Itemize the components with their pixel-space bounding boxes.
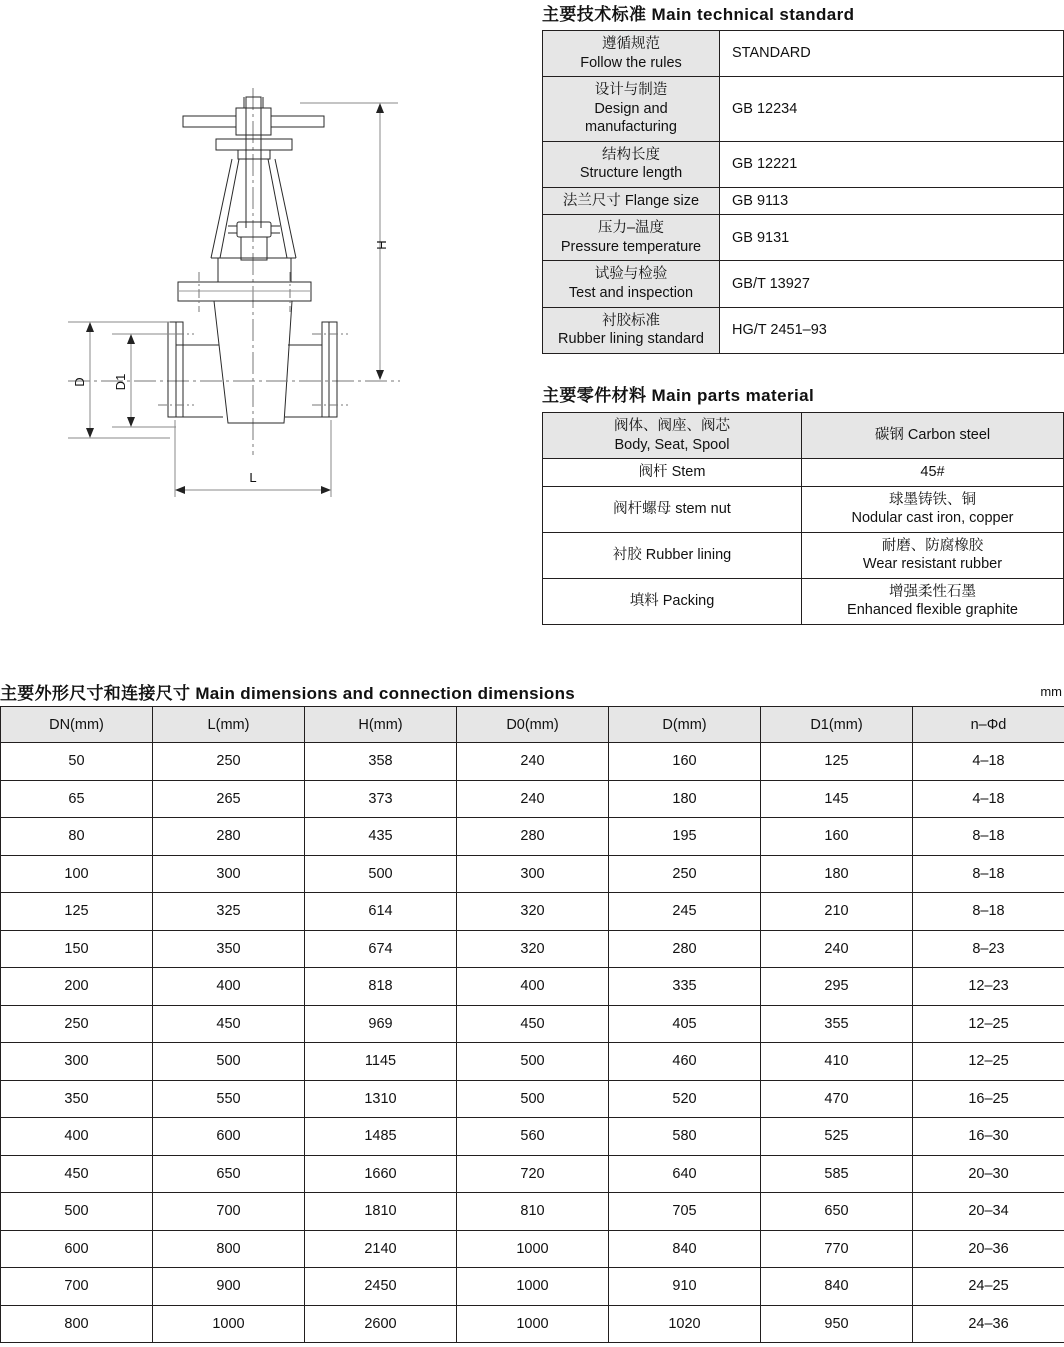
part-material-cn: 球墨铸铁、铜 xyxy=(889,491,976,508)
dimensions-cell: 950 xyxy=(761,1305,913,1343)
dimensions-cell: 700 xyxy=(153,1193,305,1231)
table-row xyxy=(1,1268,1064,1306)
part-material-cn: 耐磨、防腐橡胶 xyxy=(881,537,984,554)
part-material-cn: 碳钢 Carbon steel xyxy=(874,427,991,444)
table-row xyxy=(1,1230,1064,1268)
dimensions-header-row xyxy=(1,707,1064,743)
standard-label-cn: 结构长度 xyxy=(602,146,660,163)
dimensions-column-header: H(mm) xyxy=(305,707,457,743)
dimensions-cell: 4–18 xyxy=(913,743,1064,781)
dimension-label-D1: D1 xyxy=(113,373,128,391)
dimension-label-H: H xyxy=(374,240,389,250)
dimensions-cell: 500 xyxy=(457,1043,609,1081)
dimensions-column-header: D0(mm) xyxy=(457,707,609,743)
dimensions-cell: 1000 xyxy=(153,1305,305,1343)
dimensions-cell: 650 xyxy=(153,1155,305,1193)
standard-value-cell: GB 12221 xyxy=(720,141,1064,187)
dimensions-cell: 560 xyxy=(457,1118,609,1156)
dimensions-cell: 720 xyxy=(457,1155,609,1193)
part-name-cn: 填料 Packing xyxy=(629,593,715,610)
table-row xyxy=(543,459,1064,487)
dimensions-cell: 240 xyxy=(457,780,609,818)
dimensions-cell: 405 xyxy=(609,1005,761,1043)
table-row xyxy=(1,743,1064,781)
technical-standard-title: 主要技术标准 Main technical standard xyxy=(542,5,855,24)
dimensions-cell: 1000 xyxy=(457,1305,609,1343)
dimensions-cell: 840 xyxy=(761,1268,913,1306)
dimensions-cell: 900 xyxy=(153,1268,305,1306)
dimensions-cell: 300 xyxy=(153,855,305,893)
dimensions-cell: 460 xyxy=(609,1043,761,1081)
part-name-cn: 阀体、阀座、阀芯 xyxy=(614,418,730,434)
dimensions-cell: 20–34 xyxy=(913,1193,1064,1231)
part-material-cell xyxy=(802,578,1064,624)
dimensions-cell: 470 xyxy=(761,1080,913,1118)
standard-label-cell xyxy=(543,215,720,261)
dimensions-unit-label: mm xyxy=(1040,684,1062,699)
dimensions-cell: 600 xyxy=(1,1230,153,1268)
dimensions-cell: 12–23 xyxy=(913,968,1064,1006)
table-row xyxy=(1,1080,1064,1118)
dimensions-cell: 250 xyxy=(1,1005,153,1043)
dimensions-cell: 80 xyxy=(1,818,153,856)
standard-label-en: Pressure temperature xyxy=(560,238,702,255)
dimensions-cell: 8–23 xyxy=(913,930,1064,968)
dimensions-cell: 435 xyxy=(305,818,457,856)
dimensions-cell: 500 xyxy=(1,1193,153,1231)
dimensions-cell: 160 xyxy=(609,743,761,781)
table-row xyxy=(1,1155,1064,1193)
parts-material-table xyxy=(542,412,1064,625)
dimensions-cell: 969 xyxy=(305,1005,457,1043)
table-row xyxy=(543,261,1064,307)
dimensions-column-header: n–Φd xyxy=(913,707,1064,743)
standard-label-en: Structure length xyxy=(579,165,683,182)
valve-technical-drawing xyxy=(0,0,530,660)
dimension-label-D: D xyxy=(72,377,87,387)
dimensions-cell: 500 xyxy=(305,855,457,893)
dimensions-cell: 640 xyxy=(609,1155,761,1193)
dimensions-cell: 12–25 xyxy=(913,1005,1064,1043)
standard-label-cell xyxy=(543,31,720,77)
table-row xyxy=(543,215,1064,261)
dimensions-cell: 1310 xyxy=(305,1080,457,1118)
dimensions-cell: 2140 xyxy=(305,1230,457,1268)
dimensions-cell: 4–18 xyxy=(913,780,1064,818)
table-row xyxy=(1,1005,1064,1043)
dimensions-cell: 585 xyxy=(761,1155,913,1193)
table-row xyxy=(543,486,1064,532)
standard-label-en: Design and manufacturing xyxy=(585,100,677,136)
dimensions-cell: 65 xyxy=(1,780,153,818)
part-material-cn: 45# xyxy=(920,464,945,481)
valve-drawing-svg xyxy=(0,0,530,660)
dimensions-cell: 1000 xyxy=(457,1230,609,1268)
part-material-en: Nodular cast iron, copper xyxy=(851,510,1014,527)
technical-standard-table xyxy=(542,30,1064,354)
part-material-cn: 增强柔性石墨 xyxy=(889,583,976,600)
dimensions-cell: 1485 xyxy=(305,1118,457,1156)
part-material-cell xyxy=(802,532,1064,578)
table-row xyxy=(1,1305,1064,1343)
dimensions-cell: 150 xyxy=(1,930,153,968)
part-name-en: Body, Seat, Spool xyxy=(614,436,730,453)
standard-value-cell: HG/T 2451–93 xyxy=(720,307,1064,353)
dimensions-cell: 20–36 xyxy=(913,1230,1064,1268)
table-row xyxy=(543,413,1064,459)
part-name-cell xyxy=(543,532,802,578)
dimensions-cell: 600 xyxy=(153,1118,305,1156)
standard-label-cn: 试验与检验 xyxy=(594,266,668,283)
parts-material-tbody xyxy=(543,413,1064,625)
dimensions-cell: 280 xyxy=(609,930,761,968)
standard-value-cell: GB 9113 xyxy=(720,187,1064,215)
table-row xyxy=(1,968,1064,1006)
dimensions-cell: 350 xyxy=(1,1080,153,1118)
dimensions-cell: 373 xyxy=(305,780,457,818)
right-pipe-and-flange xyxy=(285,322,337,417)
dimensions-cell: 250 xyxy=(153,743,305,781)
dimensions-cell: 180 xyxy=(609,780,761,818)
dimensions-cell: 320 xyxy=(457,930,609,968)
dimensions-cell: 550 xyxy=(153,1080,305,1118)
technical-standard-tbody xyxy=(543,31,1064,354)
table-row xyxy=(1,893,1064,931)
yoke-nut-plate xyxy=(216,139,292,159)
table-row xyxy=(543,578,1064,624)
standard-value-cell: STANDARD xyxy=(720,31,1064,77)
dimensions-cell: 145 xyxy=(761,780,913,818)
part-name-cn: 衬胶 Rubber lining xyxy=(612,547,732,563)
dimensions-cell: 280 xyxy=(457,818,609,856)
dimensions-cell: 245 xyxy=(609,893,761,931)
standard-label-cell xyxy=(543,307,720,353)
dimensions-cell: 240 xyxy=(457,743,609,781)
part-name-cn: 阀杆螺母 stem nut xyxy=(613,500,731,517)
dimensions-cell: 614 xyxy=(305,893,457,931)
part-material-cell xyxy=(802,486,1064,532)
part-material-en: Wear resistant rubber xyxy=(862,556,1003,573)
standard-label-en: Follow the rules xyxy=(580,54,682,71)
dimensions-cell: 320 xyxy=(457,893,609,931)
dimensions-cell: 650 xyxy=(761,1193,913,1231)
dimensions-cell: 450 xyxy=(457,1005,609,1043)
bonnet-bolt-centerlines xyxy=(199,272,290,312)
dimensions-cell: 24–36 xyxy=(913,1305,1064,1343)
dimension-label-L: L xyxy=(249,470,257,485)
dimensions-cell: 8–18 xyxy=(913,893,1064,931)
dimensions-column-header: D1(mm) xyxy=(761,707,913,743)
standard-value-cell: GB 9131 xyxy=(720,215,1064,261)
dimensions-cell: 400 xyxy=(153,968,305,1006)
dimensions-cell: 840 xyxy=(609,1230,761,1268)
dimensions-cell: 335 xyxy=(609,968,761,1006)
dimensions-cell: 520 xyxy=(609,1080,761,1118)
standard-value-cell: GB/T 13927 xyxy=(720,261,1064,307)
part-name-cn: 阀杆 Stem xyxy=(638,464,706,481)
standard-label-cn: 遵循规范 xyxy=(602,36,660,52)
dimensions-cell: 125 xyxy=(761,743,913,781)
dimensions-cell: 700 xyxy=(1,1268,153,1306)
dimensions-cell: 810 xyxy=(457,1193,609,1231)
dimensions-cell: 1000 xyxy=(457,1268,609,1306)
standard-label-en: Test and inspection xyxy=(568,285,694,302)
standard-label-cn: 衬胶标准 xyxy=(602,312,660,329)
standard-label-cell xyxy=(543,141,720,187)
dimensions-cell: 250 xyxy=(609,855,761,893)
dimensions-cell: 674 xyxy=(305,930,457,968)
table-row xyxy=(543,307,1064,353)
dimensions-cell: 500 xyxy=(153,1043,305,1081)
left-pipe-and-flange xyxy=(168,322,223,417)
part-name-cell xyxy=(543,578,802,624)
dimensions-thead xyxy=(1,707,1064,743)
standard-label-cn: 设计与制造 xyxy=(594,82,668,99)
dimensions-cell: 525 xyxy=(761,1118,913,1156)
dimensions-cell: 200 xyxy=(1,968,153,1006)
dimensions-tbody xyxy=(1,743,1064,1343)
dimensions-cell: 800 xyxy=(153,1230,305,1268)
dimensions-cell: 400 xyxy=(457,968,609,1006)
dimensions-cell: 8–18 xyxy=(913,818,1064,856)
part-material-cell xyxy=(802,413,1064,459)
part-name-cell xyxy=(543,459,802,487)
bonnet-flange xyxy=(178,282,311,301)
dimensions-cell: 16–30 xyxy=(913,1118,1064,1156)
dimensions-cell: 8–18 xyxy=(913,855,1064,893)
part-name-cell xyxy=(543,486,802,532)
dimensions-cell: 358 xyxy=(305,743,457,781)
table-row xyxy=(1,1043,1064,1081)
dimensions-cell: 910 xyxy=(609,1268,761,1306)
dimensions-cell: 580 xyxy=(609,1118,761,1156)
table-row xyxy=(543,77,1064,142)
table-row xyxy=(1,930,1064,968)
table-row xyxy=(543,532,1064,578)
dimensions-cell: 705 xyxy=(609,1193,761,1231)
parts-material-title: 主要零件材料 Main parts material xyxy=(542,386,815,405)
table-row xyxy=(1,855,1064,893)
dimensions-cell: 265 xyxy=(153,780,305,818)
dimensions-cell: 125 xyxy=(1,893,153,931)
standard-label-cell xyxy=(543,187,720,215)
dimensions-cell: 12–25 xyxy=(913,1043,1064,1081)
dimensions-cell: 450 xyxy=(153,1005,305,1043)
table-row xyxy=(543,141,1064,187)
standard-label-cell xyxy=(543,77,720,142)
dimensions-cell: 2450 xyxy=(305,1268,457,1306)
dimensions-cell: 195 xyxy=(609,818,761,856)
dimensions-column-header: DN(mm) xyxy=(1,707,153,743)
standard-label-cn: 压力–温度 xyxy=(597,220,665,237)
table-row xyxy=(1,780,1064,818)
standard-label-cn: 法兰尺寸 Flange size xyxy=(562,192,700,209)
table-row xyxy=(1,818,1064,856)
gland-packing xyxy=(228,222,280,260)
dimensions-cell: 1810 xyxy=(305,1193,457,1231)
dimensions-cell: 410 xyxy=(761,1043,913,1081)
table-row xyxy=(543,187,1064,215)
dimensions-cell: 210 xyxy=(761,893,913,931)
dimensions-cell: 180 xyxy=(761,855,913,893)
dimensions-cell: 355 xyxy=(761,1005,913,1043)
dimensions-cell: 325 xyxy=(153,893,305,931)
standard-label-en: Rubber lining standard xyxy=(558,331,704,348)
dimensions-cell: 24–25 xyxy=(913,1268,1064,1306)
part-name-cell xyxy=(543,413,802,459)
dimensions-cell: 240 xyxy=(761,930,913,968)
dimensions-cell: 450 xyxy=(1,1155,153,1193)
dimensions-cell: 300 xyxy=(1,1043,153,1081)
standard-label-cell xyxy=(543,261,720,307)
dimensions-cell: 280 xyxy=(153,818,305,856)
dimensions-cell: 350 xyxy=(153,930,305,968)
dimensions-cell: 160 xyxy=(761,818,913,856)
dimensions-cell: 800 xyxy=(1,1305,153,1343)
dimensions-cell: 100 xyxy=(1,855,153,893)
table-row xyxy=(1,1118,1064,1156)
dimensions-cell: 400 xyxy=(1,1118,153,1156)
standard-value-cell: GB 12234 xyxy=(720,77,1064,142)
dimensions-cell: 16–25 xyxy=(913,1080,1064,1118)
dimensions-cell: 818 xyxy=(305,968,457,1006)
dimensions-cell: 770 xyxy=(761,1230,913,1268)
dimensions-cell: 2600 xyxy=(305,1305,457,1343)
dimensions-cell: 1145 xyxy=(305,1043,457,1081)
dimensions-cell: 295 xyxy=(761,968,913,1006)
table-row xyxy=(543,31,1064,77)
dimensions-table xyxy=(0,706,1064,1343)
dimensions-cell: 1660 xyxy=(305,1155,457,1193)
dimensions-cell: 20–30 xyxy=(913,1155,1064,1193)
dimensions-cell: 50 xyxy=(1,743,153,781)
dimensions-cell: 1020 xyxy=(609,1305,761,1343)
dimensions-cell: 300 xyxy=(457,855,609,893)
dimensions-title: 主要外形尺寸和连接尺寸 Main dimensions and connection dimensions xyxy=(0,684,576,703)
dimensions-column-header: L(mm) xyxy=(153,707,305,743)
part-material-en: Enhanced flexible graphite xyxy=(847,602,1018,619)
part-material-cell xyxy=(802,459,1064,487)
dimensions-column-header: D(mm) xyxy=(609,707,761,743)
dimensions-cell: 500 xyxy=(457,1080,609,1118)
table-row xyxy=(1,1193,1064,1231)
